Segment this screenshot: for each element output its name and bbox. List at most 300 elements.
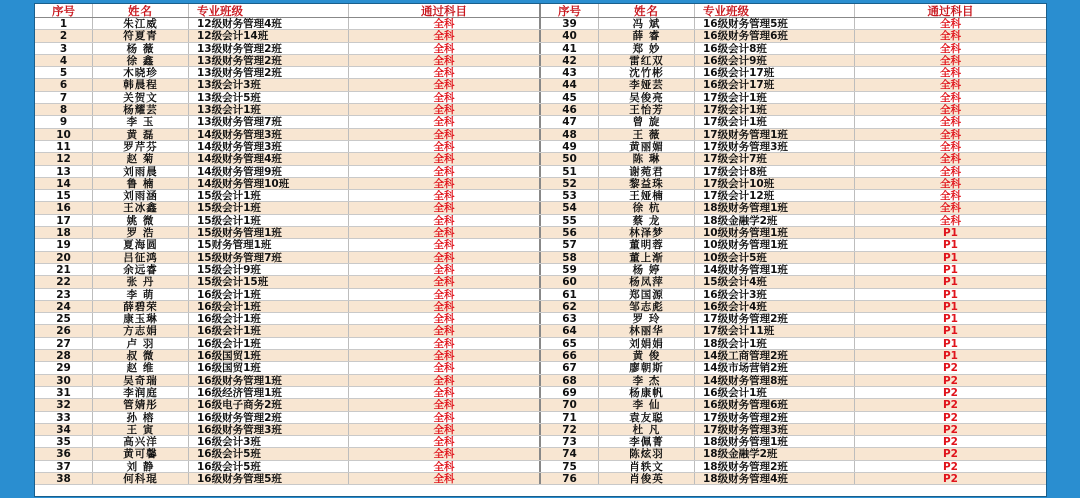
row-no: 36 <box>35 448 93 459</box>
table-row <box>541 313 1046 325</box>
row-class: 16级电子商务2班 <box>189 399 349 410</box>
table-row <box>541 264 1046 276</box>
row-class: 16级国贸1班 <box>189 362 349 373</box>
header-name: 姓名 <box>93 4 189 17</box>
row-result: 全科 <box>349 92 541 103</box>
row-result: 全科 <box>940 116 961 128</box>
row-no: 40 <box>541 30 599 41</box>
row-no: 29 <box>35 362 93 373</box>
row-class: 16级会计8班 <box>695 43 855 54</box>
row-class: 16级会计3班 <box>695 289 855 300</box>
row-no: 23 <box>35 289 93 300</box>
table-row <box>541 252 1046 264</box>
row-result: P1 <box>942 276 958 288</box>
row-result: P1 <box>942 263 958 276</box>
table-row <box>541 412 1046 424</box>
row-class: 16级财务管理1班 <box>189 375 349 386</box>
row-name: 高兴洋 <box>93 436 189 447</box>
row-name: 郑国源 <box>599 289 695 300</box>
row-class: 10级会计5班 <box>695 252 855 263</box>
row-no: 38 <box>35 473 93 484</box>
row-no: 69 <box>541 387 599 398</box>
row-class: 13级财务管理2班 <box>189 67 349 78</box>
row-name: 孙 榕 <box>93 412 189 423</box>
table-row <box>541 461 1046 473</box>
row-no: 55 <box>541 215 599 226</box>
table-row <box>541 301 1046 313</box>
row-no: 19 <box>35 239 93 250</box>
row-name: 李 仙 <box>599 399 695 410</box>
row-name: 韩晨程 <box>93 79 189 90</box>
row-name: 郑 妙 <box>599 43 695 54</box>
row-name: 刘 静 <box>93 461 189 472</box>
row-name: 关贺文 <box>93 92 189 103</box>
table-right-body <box>541 18 1046 485</box>
row-name: 符夏青 <box>93 30 189 41</box>
row-name: 叔 微 <box>93 350 189 361</box>
row-result: 全科 <box>349 79 541 90</box>
row-result: 全科 <box>349 55 541 66</box>
row-result: P1 <box>942 239 958 251</box>
row-name: 吴奇瑞 <box>93 375 189 386</box>
table-row <box>541 424 1046 436</box>
table-row <box>35 362 541 374</box>
table-row <box>541 18 1046 30</box>
row-no: 18 <box>35 227 93 238</box>
row-name: 董明蓉 <box>599 239 695 250</box>
row-class: 17级会计7班 <box>695 153 855 164</box>
row-class: 17级会计8班 <box>695 166 855 177</box>
table-row <box>35 350 541 362</box>
table-row <box>35 252 541 264</box>
row-class: 14级财务管理3班 <box>189 129 349 140</box>
row-class: 16级财务管理5班 <box>695 18 855 29</box>
row-class: 14级工商管理2班 <box>695 350 855 361</box>
row-no: 35 <box>35 436 93 447</box>
row-name: 康玉琳 <box>93 313 189 324</box>
row-class: 18级金融学2班 <box>695 215 855 226</box>
header-result: 通过科目 <box>927 4 974 17</box>
row-result: 全科 <box>940 54 961 67</box>
table-row <box>541 215 1046 227</box>
row-class: 15级会计9班 <box>189 264 349 275</box>
row-name: 卢 羽 <box>93 338 189 349</box>
row-name: 李娅芸 <box>599 79 695 90</box>
row-class: 12级财务管理4班 <box>189 18 349 29</box>
row-class: 16级会计1班 <box>189 289 349 300</box>
row-no: 75 <box>541 461 599 472</box>
row-class: 13级会计3班 <box>189 79 349 90</box>
table-row <box>35 67 541 79</box>
table-row <box>35 375 541 387</box>
row-class: 15级财务管理1班 <box>189 227 349 238</box>
row-no: 71 <box>541 412 599 423</box>
row-class: 15级会计15班 <box>189 276 349 287</box>
row-no: 43 <box>541 67 599 78</box>
row-result: P2 <box>942 448 958 460</box>
row-name: 罗 浩 <box>93 227 189 238</box>
row-result: 全科 <box>349 325 541 336</box>
table-row <box>35 227 541 239</box>
row-class: 15财务管理1班 <box>189 239 349 250</box>
row-name: 邹志彪 <box>599 301 695 312</box>
row-name: 林丽华 <box>599 325 695 336</box>
row-no: 41 <box>541 43 599 54</box>
row-result: 全科 <box>349 227 541 238</box>
row-no: 44 <box>541 79 599 90</box>
row-result: 全科 <box>940 190 961 202</box>
table-row <box>35 264 541 276</box>
row-name: 黄丽媚 <box>599 141 695 152</box>
table-row <box>35 104 541 116</box>
row-result: 全科 <box>940 18 961 30</box>
table-row <box>35 43 541 55</box>
row-result: 全科 <box>349 289 541 300</box>
row-class: 17级财务管理2班 <box>695 313 855 324</box>
table-row <box>35 18 541 30</box>
table-row <box>541 92 1046 104</box>
row-no: 68 <box>541 375 599 386</box>
row-class: 15级会计1班 <box>189 215 349 226</box>
table-row <box>541 239 1046 251</box>
row-no: 54 <box>541 202 599 213</box>
row-name: 方志娟 <box>93 325 189 336</box>
row-class: 14级财务管理9班 <box>189 166 349 177</box>
row-no: 61 <box>541 289 599 300</box>
row-class: 15级会计4班 <box>695 276 855 287</box>
row-name: 王 寅 <box>93 424 189 435</box>
row-no: 22 <box>35 276 93 287</box>
table-row <box>541 202 1046 214</box>
table-row <box>35 289 541 301</box>
row-no: 60 <box>541 276 599 287</box>
row-class: 15级会计1班 <box>189 190 349 201</box>
row-class: 18级财务管理1班 <box>695 202 855 213</box>
row-result: P1 <box>942 227 958 239</box>
row-result: P2 <box>942 374 958 386</box>
row-class: 16级会计3班 <box>189 436 349 447</box>
row-no: 17 <box>35 215 93 226</box>
table-row <box>35 166 541 178</box>
row-class: 18级财务管理1班 <box>695 436 855 447</box>
row-result: P1 <box>942 313 958 325</box>
row-name: 董上渐 <box>599 252 695 263</box>
row-name: 杨凤萍 <box>599 276 695 287</box>
row-no: 25 <box>35 313 93 324</box>
table-row <box>35 129 541 141</box>
row-no: 70 <box>541 399 599 410</box>
row-name: 张 丹 <box>93 276 189 287</box>
row-class: 16级会计4班 <box>695 301 855 312</box>
table-left-body <box>35 18 541 485</box>
row-no: 9 <box>35 116 93 127</box>
row-no: 46 <box>541 104 599 115</box>
row-class: 12级会计14班 <box>189 30 349 41</box>
row-name: 杨康帆 <box>599 387 695 398</box>
table-row <box>541 473 1046 485</box>
table-row <box>541 387 1046 399</box>
row-name: 杨 婷 <box>599 264 695 275</box>
row-no: 62 <box>541 301 599 312</box>
row-no: 13 <box>35 166 93 177</box>
header-no: 序号 <box>35 4 93 17</box>
row-name: 陈炫羽 <box>599 448 695 459</box>
row-result: 全科 <box>349 436 541 447</box>
row-no: 58 <box>541 252 599 263</box>
row-no: 28 <box>35 350 93 361</box>
row-class: 18级会计1班 <box>695 338 855 349</box>
table-row <box>541 436 1046 448</box>
row-result: P2 <box>942 411 958 423</box>
row-name: 徐 鑫 <box>93 55 189 66</box>
row-no: 53 <box>541 190 599 201</box>
table-row <box>35 412 541 424</box>
row-name: 杨耀芸 <box>93 104 189 115</box>
row-result: P2 <box>942 386 958 399</box>
table-row <box>35 30 541 42</box>
row-name: 曾 旋 <box>599 116 695 127</box>
row-name: 肖俊英 <box>599 473 695 484</box>
row-no: 47 <box>541 116 599 127</box>
row-no: 45 <box>541 92 599 103</box>
table-right-half <box>541 4 1046 496</box>
row-class: 16级会计1班 <box>189 301 349 312</box>
row-result: 全科 <box>349 153 541 164</box>
row-no: 42 <box>541 55 599 66</box>
table-row <box>35 461 541 473</box>
row-result: 全科 <box>349 30 541 41</box>
header-class: 专业班级 <box>695 4 855 17</box>
row-no: 21 <box>35 264 93 275</box>
row-class: 14级财务管理1班 <box>695 264 855 275</box>
row-class: 16级会计9班 <box>695 55 855 66</box>
row-no: 31 <box>35 387 93 398</box>
row-result: P1 <box>942 288 958 300</box>
row-result: 全科 <box>940 42 961 54</box>
row-name: 谢菀君 <box>599 166 695 177</box>
row-name: 廖朝斯 <box>599 362 695 373</box>
row-class: 16级会计1班 <box>189 338 349 349</box>
table-row <box>35 473 541 485</box>
row-class: 15级会计1班 <box>189 202 349 213</box>
row-result: 全科 <box>349 399 541 410</box>
row-class: 16级会计1班 <box>189 313 349 324</box>
row-no: 3 <box>35 43 93 54</box>
table-row <box>541 227 1046 239</box>
header-result: 通过科目 <box>349 4 541 17</box>
row-name: 罗 玲 <box>599 313 695 324</box>
row-name: 林泽梦 <box>599 227 695 238</box>
table-row <box>541 30 1046 42</box>
row-result: 全科 <box>349 424 541 435</box>
row-class: 16级会计1班 <box>189 325 349 336</box>
row-result: P2 <box>942 472 958 485</box>
row-result: 全科 <box>349 313 541 324</box>
row-name: 王怡芳 <box>599 104 695 115</box>
row-no: 27 <box>35 338 93 349</box>
table-row <box>35 215 541 227</box>
row-name: 陈 琳 <box>599 153 695 164</box>
row-result: 全科 <box>349 190 541 201</box>
row-class: 16级会计17班 <box>695 79 855 90</box>
row-class: 13级财务管理2班 <box>189 43 349 54</box>
table-row <box>541 448 1046 460</box>
row-result: 全科 <box>349 301 541 312</box>
row-name: 赵 菊 <box>93 153 189 164</box>
row-no: 7 <box>35 92 93 103</box>
row-no: 52 <box>541 178 599 189</box>
row-no: 39 <box>541 18 599 29</box>
row-no: 20 <box>35 252 93 263</box>
table-row <box>35 313 541 325</box>
table-row <box>541 55 1046 67</box>
table-row <box>541 79 1046 91</box>
table-row <box>541 289 1046 301</box>
row-name: 吕征鸿 <box>93 252 189 263</box>
row-result: 全科 <box>349 350 541 361</box>
row-no: 34 <box>35 424 93 435</box>
row-no: 15 <box>35 190 93 201</box>
row-name: 薛碧荣 <box>93 301 189 312</box>
row-name: 冯 斌 <box>599 18 695 29</box>
row-class: 16级会计17班 <box>695 67 855 78</box>
row-no: 37 <box>35 461 93 472</box>
row-name: 袁友聪 <box>599 412 695 423</box>
row-result: P1 <box>942 251 958 263</box>
row-no: 66 <box>541 350 599 361</box>
table-row <box>541 325 1046 337</box>
row-no: 57 <box>541 239 599 250</box>
row-no: 33 <box>35 412 93 423</box>
row-result: 全科 <box>349 166 541 177</box>
row-no: 59 <box>541 264 599 275</box>
row-name: 刘娟娟 <box>599 338 695 349</box>
row-result: P2 <box>942 460 958 472</box>
row-class: 14级财务管理4班 <box>189 153 349 164</box>
row-name: 鲁 楠 <box>93 178 189 189</box>
row-result: P1 <box>942 325 958 337</box>
table-row <box>35 301 541 313</box>
row-no: 26 <box>35 325 93 336</box>
table-row <box>541 153 1046 165</box>
table-row <box>35 399 541 411</box>
row-no: 11 <box>35 141 93 152</box>
row-no: 14 <box>35 178 93 189</box>
row-name: 王 薇 <box>599 129 695 140</box>
row-class: 16级会计1班 <box>695 387 855 398</box>
row-result: 全科 <box>349 215 541 226</box>
row-result: P2 <box>942 423 958 436</box>
row-no: 63 <box>541 313 599 324</box>
row-no: 2 <box>35 30 93 41</box>
table-header-row <box>35 4 541 18</box>
row-class: 17级会计11班 <box>695 325 855 336</box>
table-row <box>541 362 1046 374</box>
row-result: 全科 <box>349 461 541 472</box>
header-no: 序号 <box>541 4 599 17</box>
table-row <box>541 141 1046 153</box>
row-class: 16级财务管理3班 <box>189 424 349 435</box>
row-no: 5 <box>35 67 93 78</box>
row-name: 朱江威 <box>93 18 189 29</box>
table-row <box>541 104 1046 116</box>
row-result: 全科 <box>349 141 541 152</box>
row-no: 1 <box>35 18 93 29</box>
table-row <box>35 153 541 165</box>
row-class: 17级财务管理1班 <box>695 129 855 140</box>
row-name: 薛 睿 <box>599 30 695 41</box>
table-row <box>35 202 541 214</box>
row-class: 17级财务管理3班 <box>695 424 855 435</box>
row-name: 管婧彤 <box>93 399 189 410</box>
row-no: 32 <box>35 399 93 410</box>
row-result: 全科 <box>940 128 961 140</box>
row-result: 全科 <box>940 91 961 104</box>
row-result: 全科 <box>349 448 541 459</box>
table-row <box>35 92 541 104</box>
table-row <box>541 43 1046 55</box>
row-name: 李 玉 <box>93 116 189 127</box>
table-row <box>35 141 541 153</box>
row-class: 10级财务管理1班 <box>695 227 855 238</box>
table-row <box>541 166 1046 178</box>
row-class: 18级财务管理4班 <box>695 473 855 484</box>
table-row <box>541 178 1046 190</box>
row-no: 50 <box>541 153 599 164</box>
row-result: 全科 <box>940 202 961 214</box>
row-result: 全科 <box>940 67 961 79</box>
row-name: 刘雨涵 <box>93 190 189 201</box>
row-class: 16级会计5班 <box>189 448 349 459</box>
row-no: 73 <box>541 436 599 447</box>
table-row <box>35 239 541 251</box>
header-class: 专业班级 <box>189 4 349 17</box>
row-no: 8 <box>35 104 93 115</box>
row-class: 16级财务管理5班 <box>189 473 349 484</box>
row-result: 全科 <box>940 214 961 227</box>
table-row <box>35 338 541 350</box>
row-no: 10 <box>35 129 93 140</box>
row-result: 全科 <box>349 387 541 398</box>
table-row <box>541 375 1046 387</box>
row-class: 17级财务管理2班 <box>695 412 855 423</box>
table-row <box>35 79 541 91</box>
row-class: 13级财务管理7班 <box>189 116 349 127</box>
table-row <box>541 116 1046 128</box>
row-name: 黄可馨 <box>93 448 189 459</box>
row-name: 李佩菁 <box>599 436 695 447</box>
row-result: 全科 <box>940 153 961 165</box>
row-no: 74 <box>541 448 599 459</box>
row-name: 雷红双 <box>599 55 695 66</box>
row-no: 6 <box>35 79 93 90</box>
table-row <box>541 350 1046 362</box>
row-class: 17级会计1班 <box>695 104 855 115</box>
table-row <box>541 129 1046 141</box>
row-no: 4 <box>35 55 93 66</box>
row-class: 15级财务管理7班 <box>189 252 349 263</box>
row-no: 76 <box>541 473 599 484</box>
row-result: 全科 <box>349 104 541 115</box>
row-name: 徐 杭 <box>599 202 695 213</box>
row-class: 17级会计1班 <box>695 92 855 103</box>
row-result: 全科 <box>349 473 541 484</box>
row-class: 17级会计12班 <box>695 190 855 201</box>
table-row <box>35 325 541 337</box>
row-class: 17级财务管理3班 <box>695 141 855 152</box>
row-name: 王娅楠 <box>599 190 695 201</box>
row-name: 肖轶文 <box>599 461 695 472</box>
